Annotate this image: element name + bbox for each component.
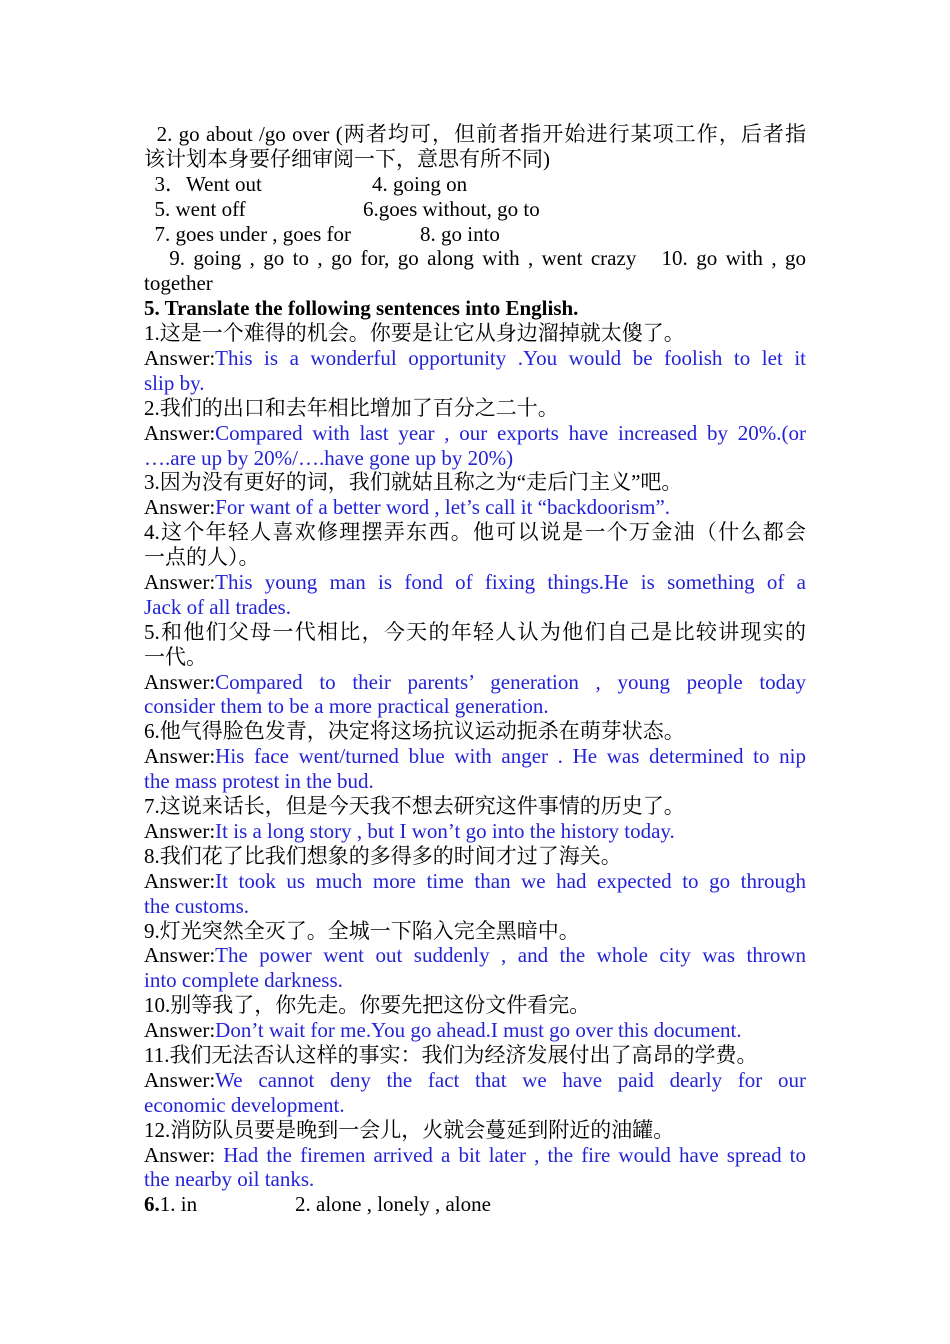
answer-12-line-1 xyxy=(144,1143,806,1168)
answer-label: Answer: xyxy=(144,744,216,769)
answer-4-line-1 xyxy=(144,570,806,595)
answer-label: Answer: xyxy=(144,495,216,520)
question-8: 8.我们花了比我们想象的多得多的时间才过了海关。 xyxy=(144,843,622,868)
answer-7-text: It is a long story , but I won’t go into the history today. xyxy=(215,818,675,843)
section-6-number: 6. xyxy=(144,1192,160,1217)
question-11: 11.我们无法否认这样的事实：我们为经济发展付出了高昂的学费。 xyxy=(144,1042,758,1067)
answer-6-line-2: the mass protest in the bud. xyxy=(144,769,374,794)
answer-3-text: For want of a better word , let’s call it “backdoorism”. xyxy=(215,495,671,520)
answer-10-text: Don’t wait for me.You go ahead.I must go over this document. xyxy=(215,1018,742,1043)
question-12: 12.消防队员要是晚到一会儿，火就会蔓延到附近的油罐。 xyxy=(144,1117,675,1142)
answer-item-7: 7. goes under , goes for xyxy=(144,221,352,246)
answer-5-line-2: consider them to be a more practical generation. xyxy=(144,694,549,719)
answer-2-text: Compared with last year , our exports have increased by 20%.(or xyxy=(215,420,806,445)
question-10: 10.别等我了，你先走。你要先把这份文件看完。 xyxy=(144,993,591,1018)
answer-1-line-2: slip by. xyxy=(144,370,205,395)
answer-item-4: 4. going on xyxy=(372,171,468,196)
answer-label: Answer: xyxy=(144,669,216,694)
answer-label: Answer: xyxy=(144,420,216,445)
answer-6-line-1 xyxy=(144,744,806,769)
answer-item-9-10-line-1: 9. going , go to , go for, go along with , went crazy 10. go with , go xyxy=(144,246,806,271)
section-6-row xyxy=(144,1192,806,1217)
document-page xyxy=(144,122,806,1217)
answer-1-text: This is a wonderful opportunity .You would be foolish to let it xyxy=(215,346,806,371)
question-5-line-2: 一代。 xyxy=(144,644,207,669)
answer-item-3: 3．Went out xyxy=(144,171,262,196)
question-4-line-1: 4.这个年轻人喜欢修理摆弄东西。他可以说是一个万金油（什么都会 xyxy=(144,520,806,545)
question-9: 9.灯光突然全灭了。全城一下陷入完全黑暗中。 xyxy=(144,918,580,943)
answer-11-line-2: economic development. xyxy=(144,1092,345,1117)
answer-8-text: It took us much more time than we had expected to go through xyxy=(215,868,806,893)
answer-label: Answer: xyxy=(144,570,216,595)
section-5-heading: 5. Translate the following sentences into English. xyxy=(144,296,579,321)
answer-5-line-1 xyxy=(144,670,806,695)
answer-10-line-1 xyxy=(144,1018,806,1043)
answer-3-line-1 xyxy=(144,495,806,520)
answer-9-text: The power went out suddenly , and the whole city was thrown xyxy=(215,943,806,968)
answer-item-6: 6.goes without, go to xyxy=(363,196,540,221)
answer-row-5-6 xyxy=(144,197,806,222)
answer-label: Answer: xyxy=(144,868,216,893)
answer-label: Answer: xyxy=(144,943,216,968)
answer-8-line-2: the customs. xyxy=(144,893,249,918)
answer-label: Answer: xyxy=(144,818,216,843)
answer-12-line-2: the nearby oil tanks. xyxy=(144,1167,315,1192)
question-2: 2.我们的出口和去年相比增加了百分之二十。 xyxy=(144,395,559,420)
answer-7-line-1 xyxy=(144,819,806,844)
answer-9-line-2: into complete darkness. xyxy=(144,968,343,993)
answer-9-line-1 xyxy=(144,943,806,968)
question-5-line-1: 5.和他们父母一代相比，今天的年轻人认为他们自己是比较讲现实的 xyxy=(144,619,806,644)
answer-item-8: 8. go into xyxy=(420,221,500,246)
answer-2-line-1 xyxy=(144,421,806,446)
section-6-item-1: 1. in xyxy=(159,1192,198,1217)
section-6-item-2: 2. alone , lonely , alone xyxy=(295,1192,491,1217)
answer-4-line-2: Jack of all trades. xyxy=(144,594,291,619)
question-3: 3.因为没有更好的词，我们就姑且称之为“走后门主义”吧。 xyxy=(144,470,683,495)
answer-11-text: We cannot deny the fact that we have paid dearly for our xyxy=(215,1067,806,1092)
answer-11-line-1 xyxy=(144,1068,806,1093)
question-7: 7.这说来话长，但是今天我不想去研究这件事情的历史了。 xyxy=(144,794,685,819)
answer-label: Answer: xyxy=(144,1067,216,1092)
answer-row-7-8 xyxy=(144,222,806,247)
answer-8-line-1 xyxy=(144,869,806,894)
answer-6-text: His face went/turned blue with anger . He was determined to nip xyxy=(215,744,806,769)
answer-item-2-line-2: 该计划本身要仔细审阅一下，意思有所不同) xyxy=(144,146,550,171)
answer-4-text: This young man is fond of fixing things.He is something of a xyxy=(215,570,806,595)
answer-item-5: 5. went off xyxy=(144,196,246,221)
answer-item-9-10-line-2: together xyxy=(144,271,213,296)
answer-label: Answer: xyxy=(144,1142,224,1167)
question-6: 6.他气得脸色发青，决定将这场抗议运动扼杀在萌芽状态。 xyxy=(144,719,685,744)
question-4-line-2: 一点的人）。 xyxy=(144,545,260,570)
answer-row-3-4 xyxy=(144,172,806,197)
answer-2-line-2: ….are up by 20%/….have gone up by 20%) xyxy=(144,445,514,470)
answer-12-text: Had the firemen arrived a bit later , the fire would have spread to xyxy=(223,1142,806,1167)
question-1: 1.这是一个难得的机会。你要是让它从身边溜掉就太傻了。 xyxy=(144,321,685,346)
answer-label: Answer: xyxy=(144,1018,216,1043)
answer-item-2-line-1: 2. go about /go over (两者均可，但前者指开始进行某项工作，后者指 xyxy=(144,122,806,146)
answer-label: Answer: xyxy=(144,346,216,371)
answer-1-line-1 xyxy=(144,346,806,371)
answer-5-text: Compared to their parents’ generation , young people today xyxy=(215,669,806,694)
